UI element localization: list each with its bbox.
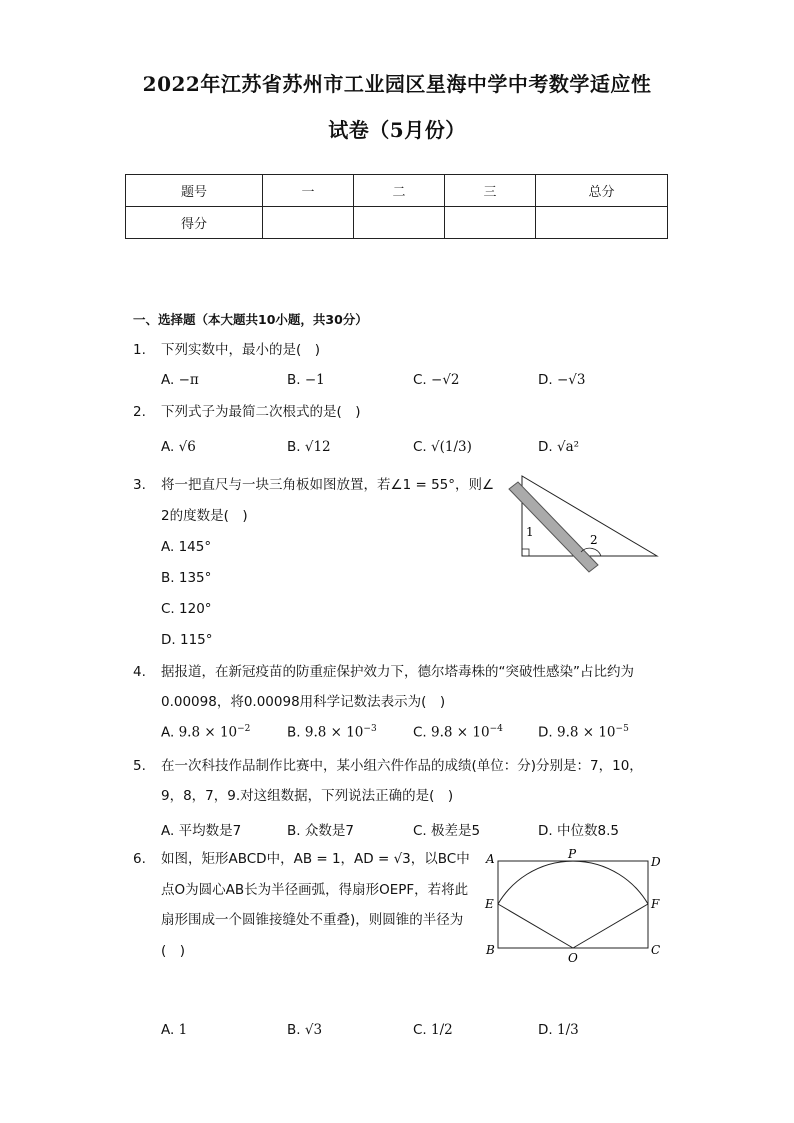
question-number: 1. [133, 342, 146, 358]
point-o-label: O [568, 951, 578, 965]
option-text: 9.8 × 10 [431, 724, 490, 741]
option-label: B. [287, 823, 301, 839]
question-text: 在一次科技作品制作比赛中，某小组六件作品的成绩(单位：分)分别是：7，10， [161, 758, 643, 774]
option-label: A. [161, 1022, 175, 1038]
document-title-line1: 2022年江苏省苏州市工业园区星海中学中考数学适应性 [142, 72, 652, 96]
question-number: 2. [133, 404, 146, 420]
point-f-label: F [651, 897, 660, 911]
option-c [161, 601, 212, 617]
score-cell [263, 207, 354, 239]
score-header-cell: 总分 [536, 175, 668, 207]
option-label: A. [161, 539, 175, 555]
score-cell [445, 207, 536, 239]
option-text: √6 [178, 439, 196, 455]
option-label: C. [161, 601, 175, 617]
option-d [538, 819, 619, 839]
question-number: 3. [133, 477, 146, 493]
option-a [161, 724, 250, 741]
score-table [125, 174, 668, 239]
option-c [413, 724, 503, 741]
option-text: 平均数是7 [178, 823, 242, 839]
score-cell [536, 207, 668, 239]
score-table-score-row [126, 207, 668, 239]
question-number: 6. [133, 851, 146, 867]
rectangle-sector-figure [482, 846, 667, 966]
question-text: 扇形围成一个圆锥接缝处不重叠)，则圆锥的半径为 [161, 912, 464, 928]
option-text: √3 [304, 1022, 323, 1038]
radius-of [573, 904, 648, 948]
option-text: 众数是7 [304, 823, 354, 839]
question-text: 0.00098，将0.00098用科学记数法表示为( ) [161, 694, 446, 710]
option-label: D. [538, 372, 553, 388]
option-text: −π [178, 372, 199, 388]
option-exponent: −5 [615, 724, 629, 734]
option-b [287, 724, 377, 741]
ruler-triangle-figure [500, 470, 665, 580]
option-label: C. [413, 439, 427, 455]
point-b-label: B [486, 943, 495, 957]
option-label: A. [161, 439, 175, 455]
score-header-cell: 一 [263, 175, 354, 207]
option-text: 中位数8.5 [556, 823, 619, 839]
right-angle-mark [522, 549, 529, 556]
option-a [161, 372, 199, 388]
option-exponent: −3 [363, 724, 377, 734]
option-label: B. [287, 1022, 301, 1038]
option-label: A. [161, 372, 175, 388]
section-heading: 一、选择题（本大题共10小题，共30分） [133, 312, 368, 327]
option-label: C. [413, 823, 427, 839]
point-d-label: D [651, 855, 661, 869]
score-header-cell: 二 [354, 175, 445, 207]
question-text: 点O为圆心AB长为半径画弧，得扇形OEPF，若将此 [161, 882, 469, 898]
option-c [413, 1022, 453, 1038]
option-text: 9.8 × 10 [304, 724, 364, 741]
option-b [287, 372, 325, 388]
option-d [538, 724, 629, 741]
question-text: 将一把直尺与一块三角板如图放置，若∠1 = 55°，则∠ [161, 477, 495, 493]
question-text: 下列实数中，最小的是( ) [161, 342, 321, 358]
option-text: −√2 [431, 372, 460, 388]
option-text: −1 [304, 372, 325, 388]
option-label: A. [161, 823, 175, 839]
question-text: 如图，矩形ABCD中，AB = 1，AD = √3，以BC中 [161, 851, 470, 867]
score-cell [354, 207, 445, 239]
angle-1-label: 1 [526, 525, 534, 539]
option-text: 1/3 [556, 1022, 579, 1038]
question-text: 据报道，在新冠疫苗的防重症保护效力下，德尔塔毒株的“突破性感染”占比约为 [161, 664, 634, 680]
question-text: 下列式子为最简二次根式的是( ) [161, 404, 361, 420]
option-label: D. [538, 439, 553, 455]
option-text: √a² [556, 439, 580, 455]
option-label: B. [161, 570, 175, 586]
question-number: 5. [133, 758, 146, 774]
option-label: D. [538, 823, 553, 839]
option-label: C. [413, 372, 427, 388]
point-p-label: P [568, 847, 577, 861]
option-label: B. [287, 439, 301, 455]
option-a [161, 1022, 187, 1038]
option-label: C. [413, 1022, 427, 1038]
score-table-header-row [126, 175, 668, 207]
option-b [287, 439, 331, 455]
document-title-line2: 试卷（5月份） [328, 118, 466, 142]
option-label: B. [287, 724, 301, 741]
score-row-label: 得分 [126, 207, 263, 239]
rectangle-abcd [498, 861, 648, 948]
point-a-label: A [486, 852, 495, 866]
option-label: D. [538, 724, 553, 741]
option-label: A. [161, 724, 175, 741]
sector-arc [498, 861, 648, 904]
option-text: 145° [178, 539, 212, 555]
option-text: 9.8 × 10 [556, 724, 616, 741]
option-exponent: −2 [237, 724, 251, 734]
point-c-label: C [651, 943, 661, 957]
option-text: 9.8 × 10 [178, 724, 238, 741]
option-label: B. [287, 372, 301, 388]
option-a [161, 439, 196, 455]
option-text: 115° [179, 632, 213, 648]
option-d [161, 632, 213, 648]
option-c [413, 439, 472, 455]
option-d [538, 1022, 579, 1038]
option-b [161, 570, 211, 586]
option-text: √12 [304, 439, 331, 455]
option-c [413, 372, 460, 388]
question-number: 4. [133, 664, 146, 680]
option-text: √(1/3) [431, 439, 472, 455]
option-text: 极差是5 [431, 823, 481, 839]
option-text: 1/2 [431, 1022, 453, 1038]
option-exponent: −4 [489, 724, 503, 734]
point-e-label: E [485, 897, 494, 911]
option-a [161, 819, 241, 839]
option-d [538, 372, 586, 388]
angle-2-label: 2 [590, 533, 598, 547]
question-text: 9，8，7，9.对这组数据，下列说法正确的是( ) [161, 788, 454, 804]
option-text: 120° [179, 601, 212, 617]
option-a [161, 539, 211, 555]
score-header-cell: 三 [445, 175, 536, 207]
option-text: −√3 [556, 372, 586, 388]
option-text: 1 [178, 1022, 188, 1038]
option-label: D. [161, 632, 176, 648]
option-text: 135° [178, 570, 212, 586]
option-label: D. [538, 1022, 553, 1038]
question-text: 2的度数是( ) [161, 508, 248, 524]
question-text: ( ) [161, 943, 186, 959]
option-c [413, 819, 480, 839]
option-d [538, 439, 579, 455]
option-b [287, 1022, 322, 1038]
score-header-cell: 题号 [126, 175, 263, 207]
radius-oe [498, 904, 573, 948]
option-b [287, 819, 354, 839]
option-label: C. [413, 724, 427, 741]
